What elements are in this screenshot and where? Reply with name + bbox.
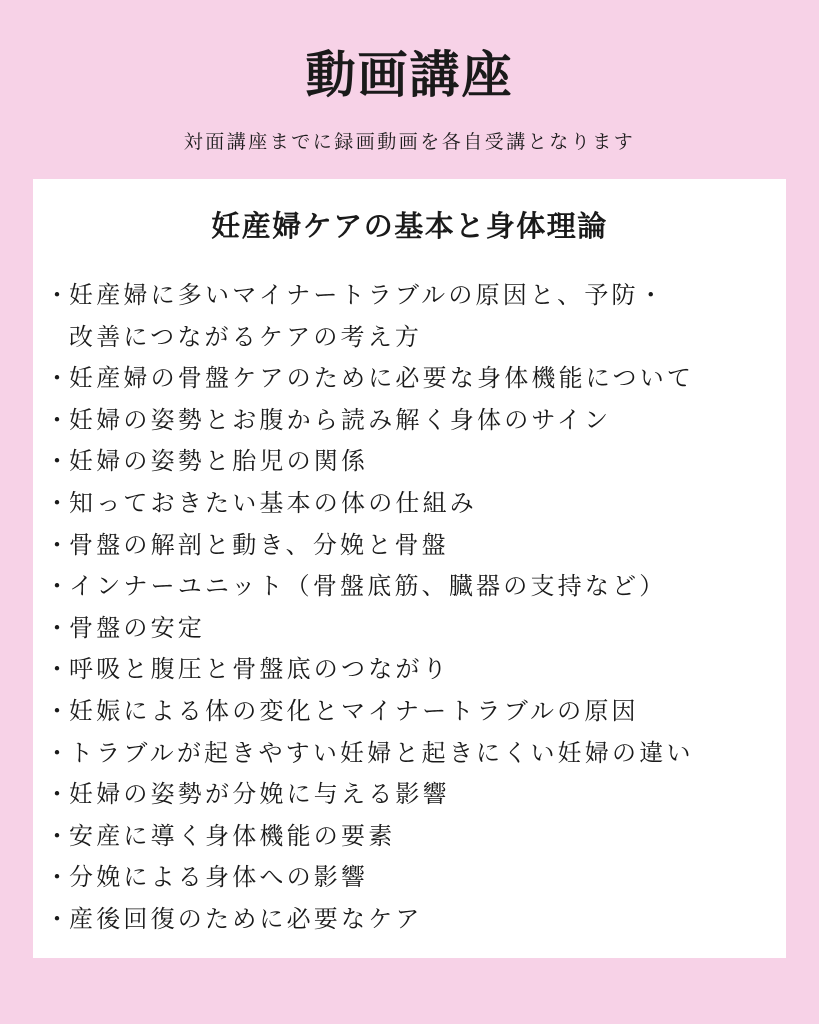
bullet: ・ <box>45 655 73 684</box>
bullet: ・ <box>45 447 73 476</box>
list-item <box>45 608 785 650</box>
list-item-text: 骨盤の安定 <box>69 613 205 642</box>
list-item <box>45 441 785 483</box>
list-item <box>45 275 785 358</box>
list-item <box>45 691 785 733</box>
list-item <box>45 566 785 608</box>
content-card <box>33 179 786 958</box>
page-title: 動画講座 <box>305 45 514 104</box>
page-subtitle: 対面講座までに録画動画を各自受講となります <box>183 131 636 153</box>
list-item-text: インナーユニット（骨盤底筋、臓器の支持など） <box>69 572 667 601</box>
list-item <box>45 649 785 691</box>
list-item-text: 知っておきたい基本の体の仕組み <box>69 488 477 517</box>
bullet: ・ <box>45 364 73 393</box>
bullet: ・ <box>45 780 73 809</box>
list-item-text: 呼吸と腹圧と骨盤底のつながり <box>69 655 450 684</box>
list-item <box>45 483 785 525</box>
bullet: ・ <box>45 863 73 892</box>
list-item-text: 妊婦の姿勢とお腹から読み解く身体のサイン <box>69 405 612 434</box>
bullet: ・ <box>45 405 73 434</box>
bullet: ・ <box>45 696 73 725</box>
list-item-text: 分娩による身体への影響 <box>69 863 369 892</box>
list-item <box>45 899 785 941</box>
bullet: ・ <box>45 572 73 601</box>
list-item <box>45 857 785 899</box>
bullet: ・ <box>45 613 73 642</box>
bullet: ・ <box>45 530 73 559</box>
bullet: ・ <box>45 738 73 767</box>
list-item-text: 妊産婦に多いマイナートラブルの原因と、予防・ 改善につながるケアの考え方 <box>69 281 666 351</box>
card-title: 妊産婦ケアの基本と身体理論 <box>211 209 608 243</box>
list-item <box>45 525 785 567</box>
list-item-text: 妊婦の姿勢が分娩に与える影響 <box>69 780 450 809</box>
list-item-text: トラブルが起きやすい妊婦と起きにくい妊婦の違い <box>69 738 694 767</box>
bullet: ・ <box>45 281 73 309</box>
list-item <box>45 816 785 858</box>
list-item <box>45 774 785 816</box>
list-item-text: 妊娠による体の変化とマイナートラブルの原因 <box>69 696 639 725</box>
bullet: ・ <box>45 488 73 517</box>
topic-list <box>45 275 785 941</box>
bullet: ・ <box>45 821 73 850</box>
list-item-text: 妊産婦の骨盤ケアのために必要な身体機能について <box>69 364 695 393</box>
list-item-text: 妊婦の姿勢と胎児の関係 <box>69 447 369 476</box>
list-item-text: 産後回復のために必要なケア <box>69 904 423 933</box>
list-item-text: 骨盤の解剖と動き、分娩と骨盤 <box>69 530 449 559</box>
list-item <box>45 400 785 442</box>
list-item <box>45 733 785 775</box>
list-item <box>45 358 785 400</box>
list-item-text: 安産に導く身体機能の要素 <box>69 821 396 850</box>
bullet: ・ <box>45 904 73 933</box>
